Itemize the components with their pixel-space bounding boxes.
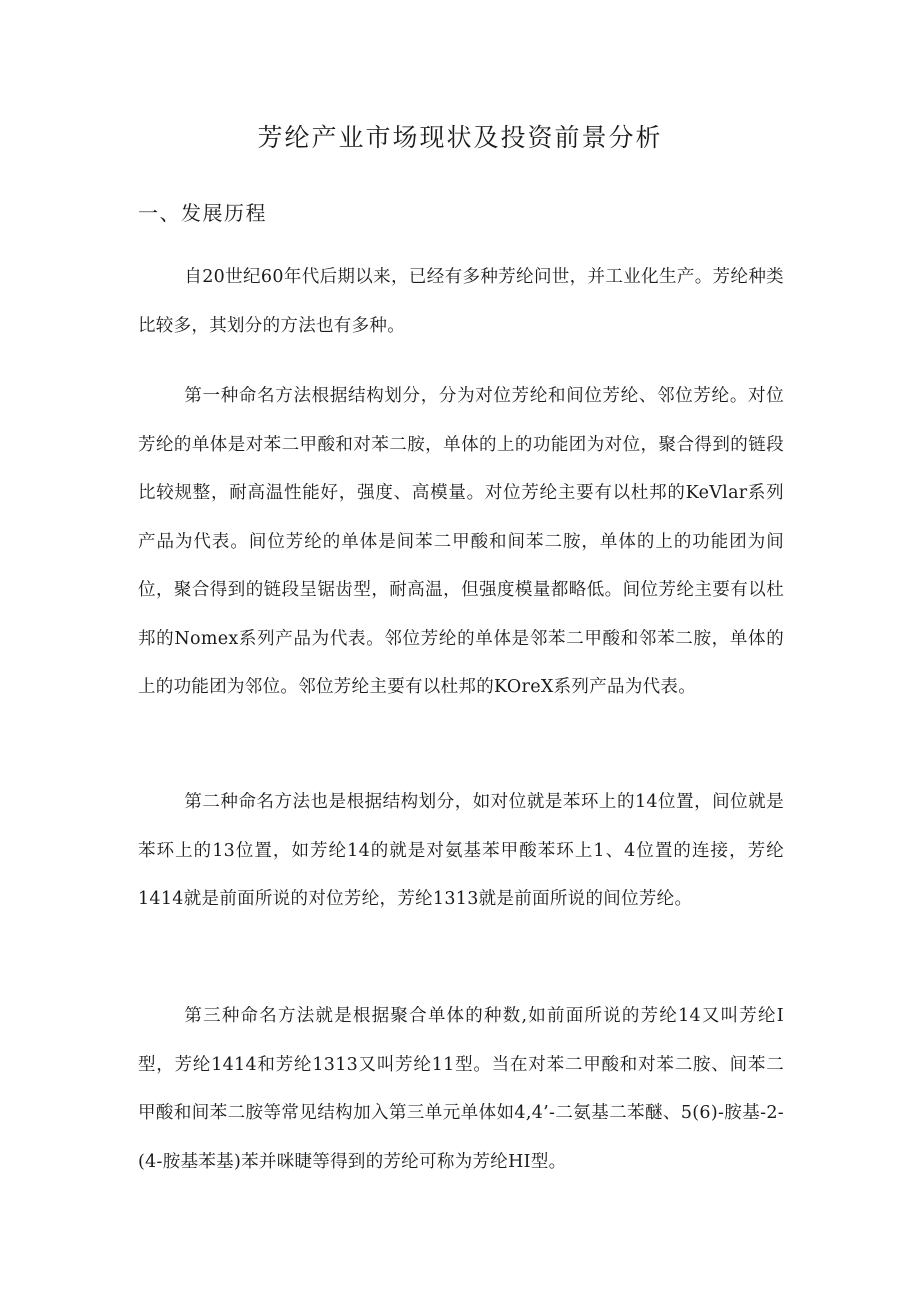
paragraph: 第一种命名方法根据结构划分，分为对位芳纶和间位芳纶、邻位芳纶。对位芳纶的单体是对苯二甲酸和对苯二胺，单体的上的功能团为对位，聚合得到的链段比较规整，耐高温性能好，强度、高模量。对位芳纶主要有以杜邦的KeVlar系列产品为代表。间位芳纶的单体是间苯二甲酸和间苯二胺，单体的上的功能团为间位，聚合得到的链段呈锯齿型，耐高温，但强度模量都略低。间位芳纶主要有以杜邦的Nomex系列产品为代表。邻位芳纶的单体是邻苯二甲酸和邻苯二胺，单体的上的功能团为邻位。邻位芳纶主要有以杜邦的KOreX系列产品为代表。: [138, 386, 784, 697]
paragraph: 自20世纪60年代后期以来，已经有多种芳纶问世，并工业化生产。芳纶种类比较多，其划分的方法也有多种。: [138, 267, 784, 336]
section-heading: 一、发展历程: [138, 201, 267, 225]
paragraph: 第二种命名方法也是根据结构划分，如对位就是苯环上的14位置，间位就是苯环上的13位置，如芳纶14的就是对氨基苯甲酸苯环上1、4位置的连接，芳纶1414就是前面所说的对位芳纶，芳纶1313就是前面所说的间位芳纶。: [138, 792, 784, 909]
document-title: 芳纶产业市场现状及投资前景分析: [257, 123, 663, 152]
paragraph: 第三种命名方法就是根据聚合单体的种数,如前面所说的芳纶14又叫芳纶I型，芳纶1414和芳纶1313又叫芳纶11型。当在对苯二甲酸和对苯二胺、间苯二甲酸和间苯二胺等常见结构加入第三单元单体如4,4’-二氨基二苯醚、5(6)-胺基-2-(4-胺基苯基)苯并咪睫等得到的芳纶可称为芳纶HI型。: [138, 1006, 784, 1172]
